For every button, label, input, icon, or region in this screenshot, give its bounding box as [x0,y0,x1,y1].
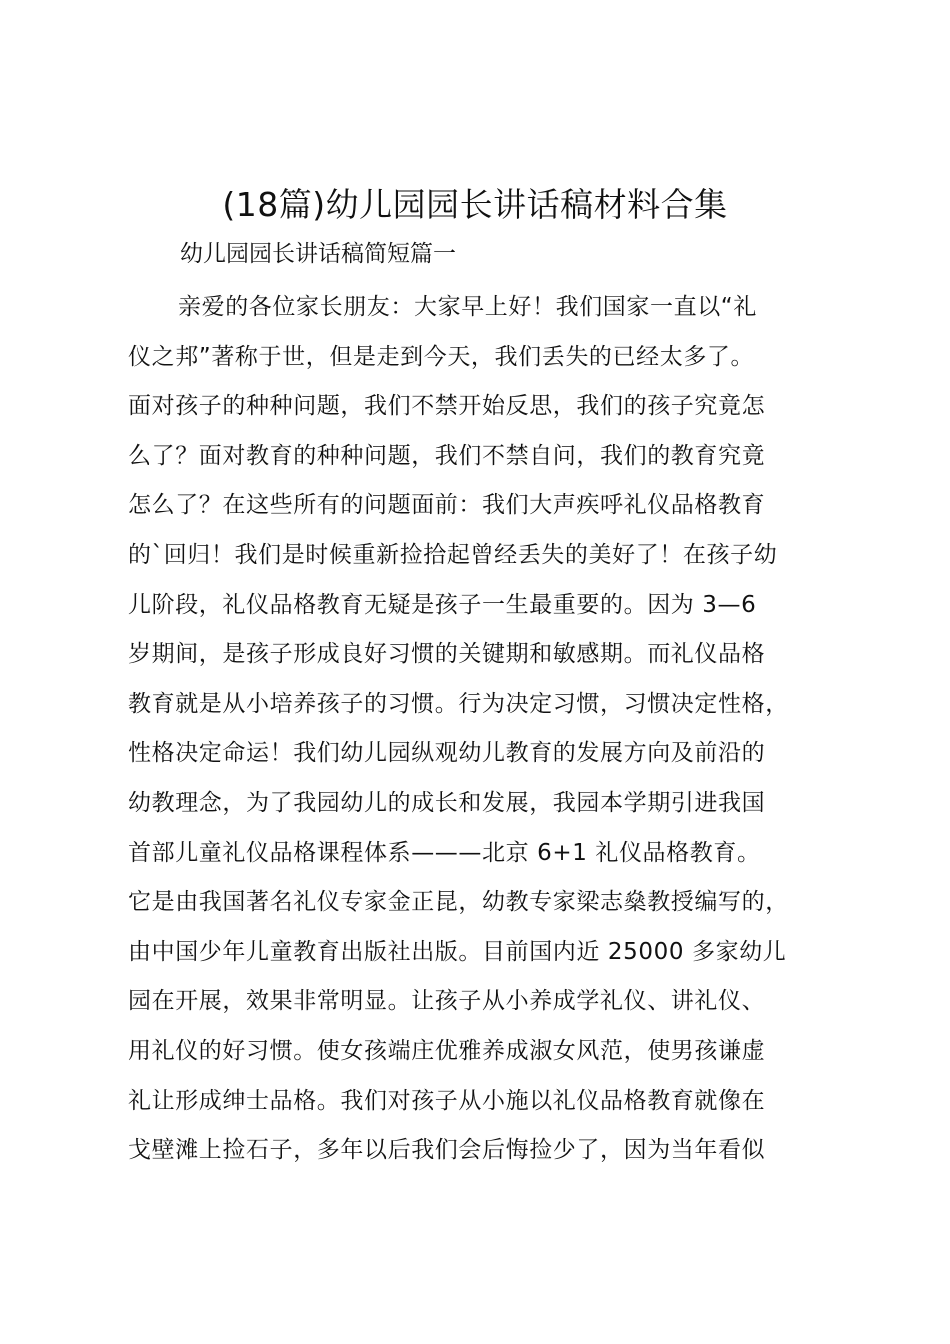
text-line: 戈壁滩上捡石子，多年以后我们会后悔捡少了，因为当年看似 [128,1137,766,1164]
section-heading: 幼儿园园长讲话稿简短篇一 [180,241,456,267]
text-line: 面对孩子的种种问题，我们不禁开始反思，我们的孩子究竟怎 [128,393,766,420]
text-line: 性格决定命运！我们幼儿园纵观幼儿教育的发展方向及前沿的 [128,740,766,767]
text-line: 首部儿童礼仪品格课程体系———北京 6+1 礼仪品格教育。 [128,839,761,866]
text-line: 怎么了？在这些所有的问题面前：我们大声疾呼礼仪品格教育 [128,492,766,519]
text-line: 礼让形成绅士品格。我们对孩子从小施以礼仪品格教育就像在 [128,1087,766,1114]
text-line: 教育就是从小培养孩子的习惯。行为决定习惯，习惯决定性格， [128,690,789,717]
text-line: 由中国少年儿童教育出版社出版。目前国内近 25000 多家幼儿 [128,938,787,965]
text-line: 儿阶段，礼仪品格教育无疑是孩子一生最重要的。因为 3—6 [128,591,757,618]
text-line: 岁期间，是孩子形成良好习惯的关键期和敏感期。而礼仪品格 [128,641,766,668]
body-text [128,283,848,1176]
text-line: 园在开展，效果非常明显。让孩子从小养成学礼仪、讲礼仪、 [128,988,766,1015]
document-title: (18篇)幼儿园园长讲话稿材料合集 [222,185,728,224]
text-line: 用礼仪的好习惯。使女孩端庄优雅养成淑女风范，使男孩谦虚 [128,1037,766,1064]
text-line: 亲爱的各位家长朋友：大家早上好！我们国家一直以“礼 [178,294,757,320]
text-line: 它是由我国著名礼仪专家金正昆，幼教专家梁志燊教授编写的， [128,889,789,916]
text-line: 仪之邦”著称于世，但是走到今天，我们丢失的已经太多了。 [128,343,755,370]
text-line: 么了？面对教育的种种问题，我们不禁自问，我们的教育究竟 [128,442,766,469]
text-line: 幼教理念，为了我园幼儿的成长和发展，我园本学期引进我国 [128,789,766,816]
text-line: 的`回归！我们是时候重新捡拾起曾经丢失的美好了！在孩子幼 [128,541,778,568]
